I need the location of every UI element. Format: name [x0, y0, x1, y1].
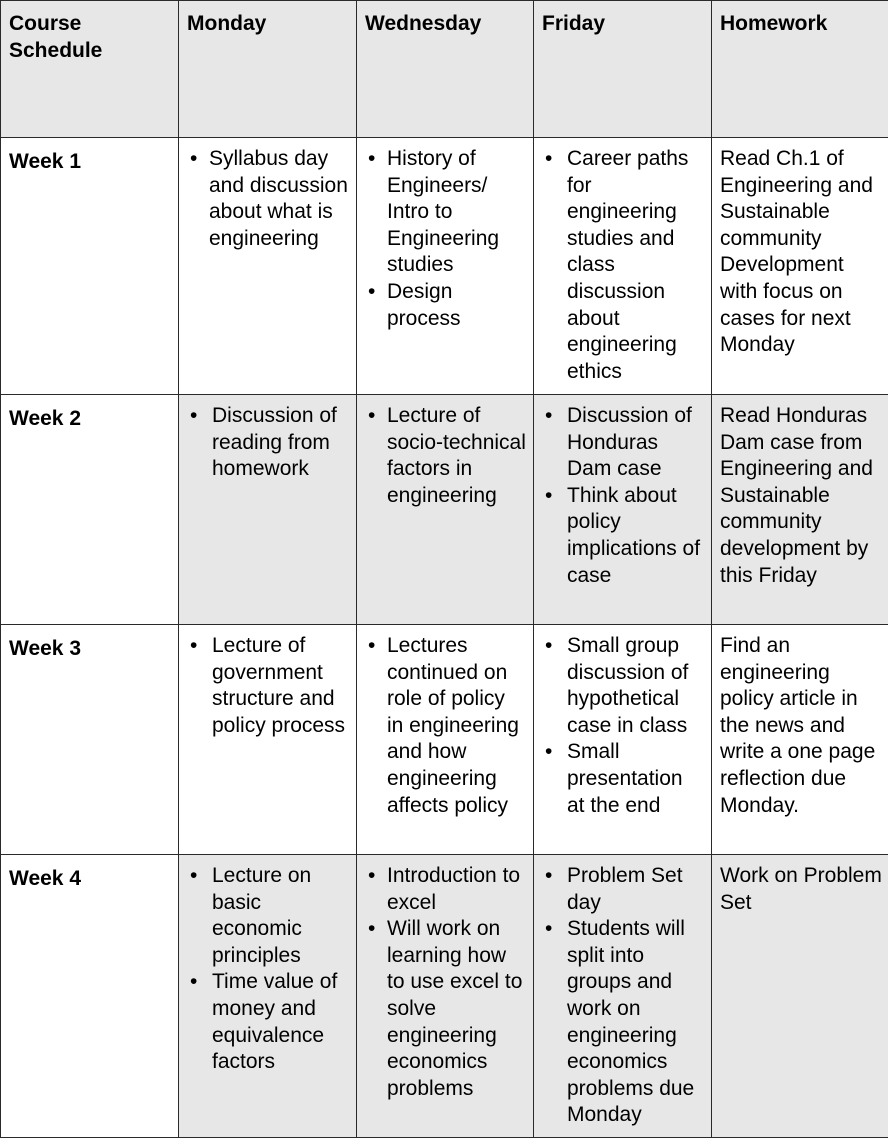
header-friday: Friday — [534, 1, 712, 138]
header-wednesday: Wednesday — [357, 1, 534, 138]
week-row — [1, 855, 888, 1138]
monday-list — [187, 633, 350, 739]
week-label: Week 3 — [1, 625, 179, 855]
week-row — [1, 138, 888, 395]
week-row — [1, 625, 888, 855]
wednesday-cell — [357, 625, 534, 855]
friday-cell — [534, 138, 712, 395]
wednesday-list — [365, 146, 527, 332]
friday-cell — [534, 855, 712, 1138]
list-item: • Lecture of socio-technical factors in engineering — [365, 403, 527, 509]
friday-cell — [534, 625, 712, 855]
list-item: • Discussion of reading from homework — [187, 403, 350, 483]
wednesday-list — [365, 403, 527, 509]
week-row — [1, 395, 888, 625]
header-monday: Monday — [179, 1, 357, 138]
list-item: • Lecture of government structure and policy process — [187, 633, 350, 739]
week-label: Week 4 — [1, 855, 179, 1138]
week-label: Week 1 — [1, 138, 179, 395]
friday-list — [542, 863, 705, 1129]
header-row — [1, 1, 888, 138]
list-item: • Think about policy implications of case — [542, 483, 705, 589]
list-item: • Lectures continued on role of policy in engineering and how engineering affects policy — [365, 633, 527, 819]
monday-cell — [179, 855, 357, 1138]
homework-cell — [712, 395, 888, 625]
friday-list — [542, 403, 705, 589]
week-label: Week 2 — [1, 395, 179, 625]
monday-list — [187, 146, 350, 252]
list-item: • Introduction to excel — [365, 863, 527, 916]
list-item: • Small group discussion of hypothetical case in class — [542, 633, 705, 739]
homework-text: Find an engineering policy article in the news and write a one page reflection due Monday. — [720, 634, 876, 817]
monday-cell — [179, 395, 357, 625]
homework-cell — [712, 138, 888, 395]
wednesday-list — [365, 633, 527, 819]
friday-cell — [534, 395, 712, 625]
list-item: • Design process — [365, 279, 527, 332]
monday-cell — [179, 138, 357, 395]
friday-list — [542, 146, 705, 385]
homework-text: Read Honduras Dam case from Engineering and Sustainable community development by this Friday — [720, 404, 873, 587]
monday-list — [187, 863, 350, 1076]
homework-cell — [712, 855, 888, 1138]
header-course-schedule: Course Schedule — [1, 1, 179, 138]
homework-cell — [712, 625, 888, 855]
list-item: • Career paths for engineering studies and class discussion about engineering ethics — [542, 146, 705, 385]
friday-list — [542, 633, 705, 819]
list-item: • Problem Set day — [542, 863, 705, 916]
list-item: • History of Engineers/ Intro to Engineering studies — [365, 146, 527, 279]
list-item: • Students will split into groups and work on engineering economics problems due Monday — [542, 916, 705, 1129]
homework-text: Work on Problem Set — [720, 864, 882, 914]
monday-cell — [179, 625, 357, 855]
wednesday-cell — [357, 395, 534, 625]
list-item: • Time value of money and equivalence factors — [187, 969, 350, 1075]
list-item: • Small presentation at the end — [542, 739, 705, 819]
wednesday-cell — [357, 855, 534, 1138]
wednesday-cell — [357, 138, 534, 395]
monday-list — [187, 403, 350, 483]
list-item: • Discussion of Honduras Dam case — [542, 403, 705, 483]
list-item: • Syllabus day and discussion about what is engineering — [187, 146, 350, 252]
header-homework: Homework — [712, 1, 888, 138]
list-item: • Will work on learning how to use excel to solve engineering economics problems — [365, 916, 527, 1102]
list-item: • Lecture on basic economic principles — [187, 863, 350, 969]
homework-text: Read Ch.1 of Engineering and Sustainable community Development with focus on cases for next Monday — [720, 147, 873, 357]
wednesday-list — [365, 863, 527, 1102]
